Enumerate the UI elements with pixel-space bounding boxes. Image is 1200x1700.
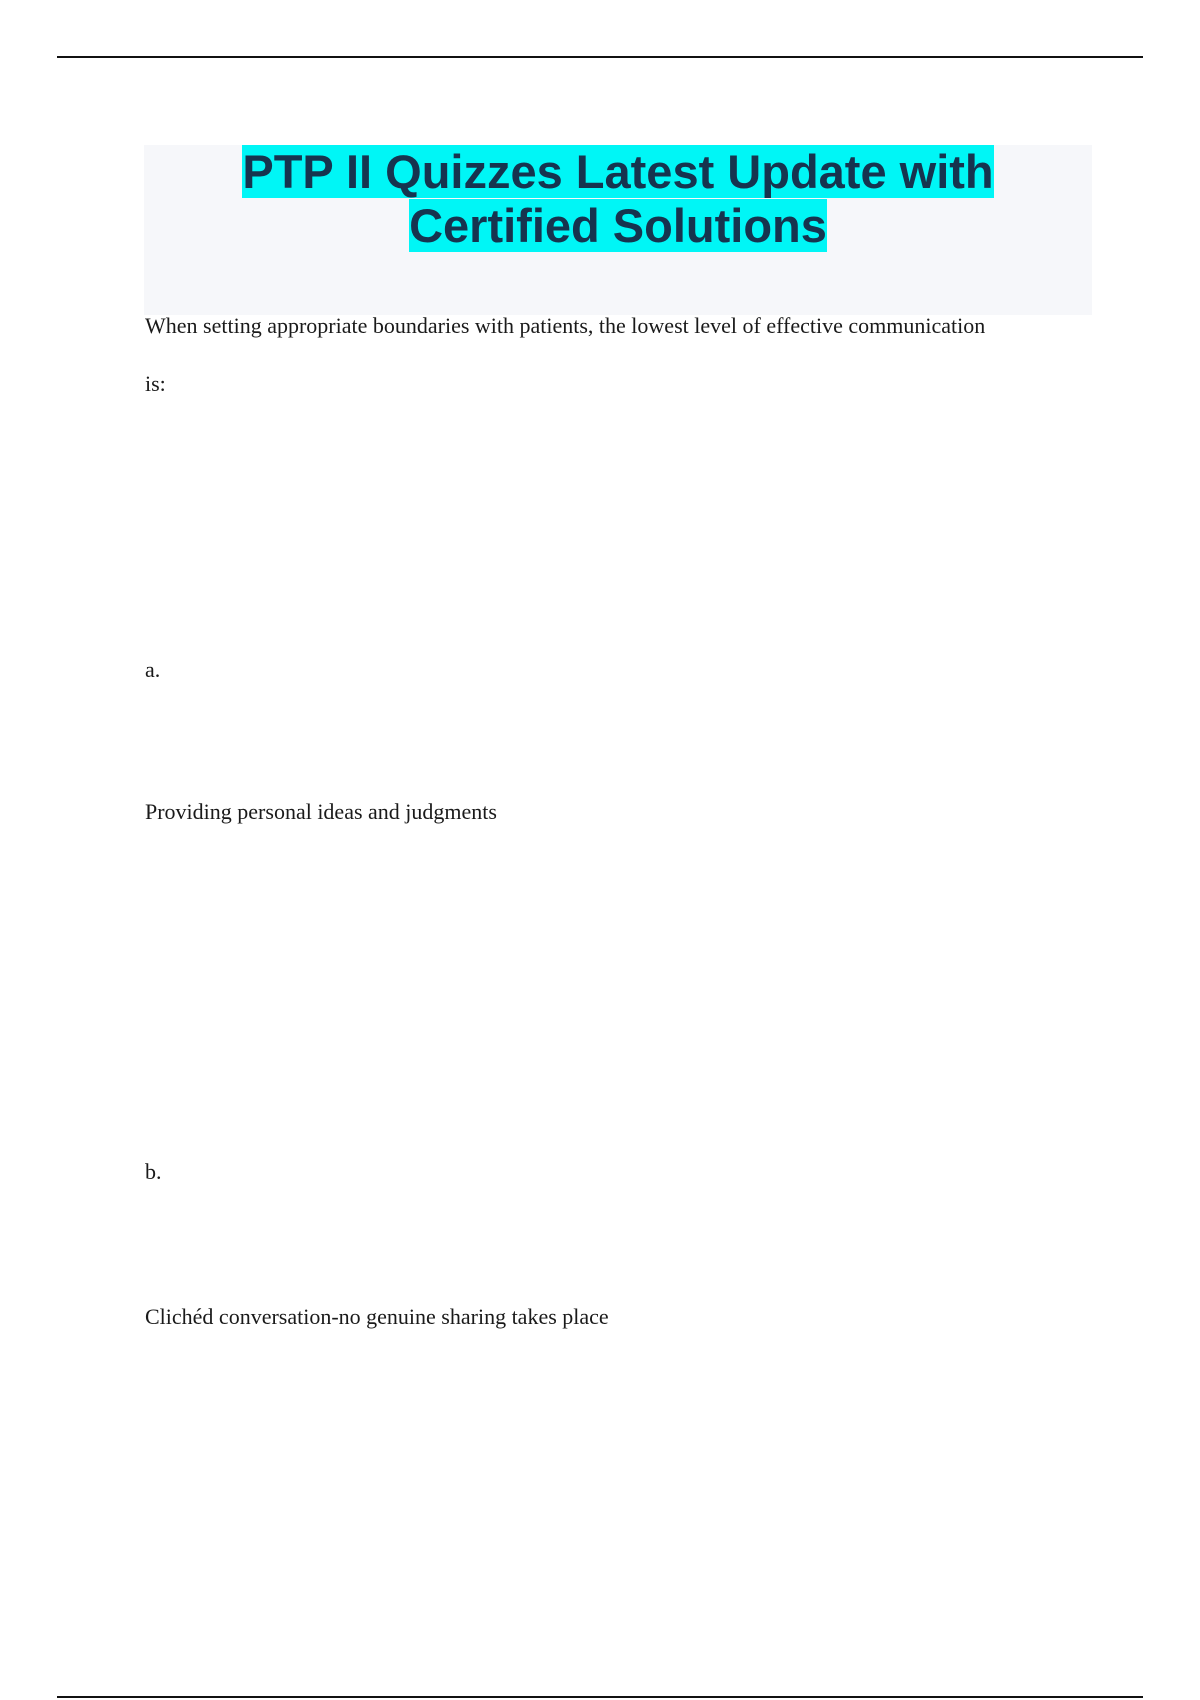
title-line-2: Certified Solutions — [409, 199, 827, 252]
option-b-label: b. — [145, 1159, 162, 1184]
question-text-line-2: is: — [145, 371, 166, 396]
option-a-label: a. — [145, 657, 161, 682]
question-text-line-1: When setting appropriate boundaries with patients, the lowest level of effective communication — [145, 313, 986, 338]
header-rule — [57, 56, 1143, 58]
title-block — [144, 145, 1092, 315]
option-b-text: Clichéd conversation-no genuine sharing takes place — [145, 1304, 609, 1329]
footer-rule — [57, 1696, 1143, 1698]
option-a-text: Providing personal ideas and judgments — [145, 799, 497, 824]
document-title — [144, 145, 1092, 253]
title-line-1: PTP II Quizzes Latest Update with — [242, 145, 994, 198]
